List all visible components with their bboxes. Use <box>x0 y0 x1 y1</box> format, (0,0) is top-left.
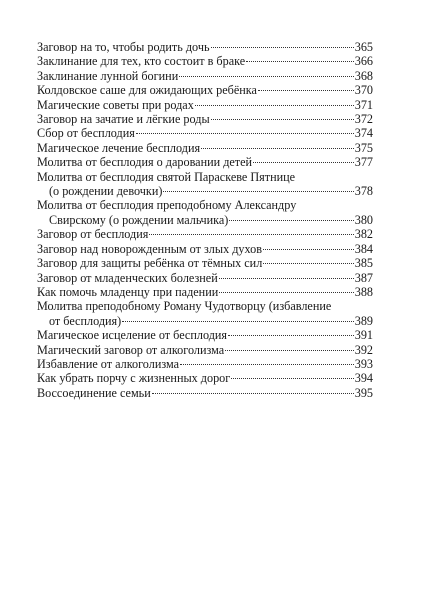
toc-entry-row <box>37 242 373 256</box>
toc-entry-row <box>37 227 373 241</box>
toc-entry <box>37 285 373 299</box>
toc-entry <box>37 83 373 97</box>
dot-leader <box>263 263 353 264</box>
toc-entry-title-line: Молитва от бесплодия преподобному Александру <box>37 198 297 213</box>
toc-page-number: 372 <box>354 112 373 127</box>
toc-entry-row <box>37 357 373 371</box>
dot-leader <box>149 234 353 235</box>
toc-entry-title: от бесплодия) <box>49 313 122 328</box>
toc-page-number: 370 <box>354 83 373 98</box>
toc-entry-row <box>37 213 373 227</box>
toc-entry <box>37 343 373 357</box>
toc-entry <box>37 155 373 169</box>
toc-entry <box>37 170 373 199</box>
dot-leader <box>152 393 354 394</box>
toc-entry <box>37 227 373 241</box>
toc-page-number: 377 <box>354 155 373 170</box>
dot-leader <box>163 191 353 192</box>
toc-entry-title-line: Молитва от бесплодия святой Параскеве Пятнице <box>37 169 296 184</box>
toc-entry-title: Заговор от бесплодия <box>37 227 149 242</box>
toc-entry <box>37 69 373 83</box>
toc-entry-title: Магическое лечение бесплодия <box>37 140 201 155</box>
toc-entry-row <box>37 54 373 68</box>
toc-entry-title: Избавление от алкоголизма <box>37 356 180 371</box>
table-of-contents <box>37 40 373 400</box>
dot-leader <box>225 350 354 351</box>
toc-entry <box>37 271 373 285</box>
toc-entry-title: Заговор над новорожденным от злых духов <box>37 241 262 256</box>
toc-entry <box>37 371 373 385</box>
toc-page-number: 385 <box>354 256 373 271</box>
toc-entry-row <box>37 285 373 299</box>
toc-entry-row <box>37 386 373 400</box>
toc-page-number: 378 <box>354 184 373 199</box>
toc-page-number: 384 <box>354 241 373 256</box>
toc-entry-row <box>37 256 373 270</box>
toc-entry-row <box>37 40 373 54</box>
toc-entry <box>37 98 373 112</box>
toc-entry-row <box>37 371 373 385</box>
toc-entry-title: Колдовское саше для ожидающих ребёнка <box>37 83 257 98</box>
dot-leader <box>211 119 354 120</box>
toc-entry-row <box>37 98 373 112</box>
toc-entry <box>37 126 373 140</box>
toc-entry-row <box>37 314 373 328</box>
toc-entry <box>37 299 373 328</box>
dot-leader <box>229 220 353 221</box>
toc-entry-row <box>37 112 373 126</box>
toc-page-number: 375 <box>354 140 373 155</box>
toc-entry <box>37 242 373 256</box>
dot-leader <box>122 321 354 322</box>
toc-entry-title: Магический заговор от алкоголизма <box>37 342 225 357</box>
toc-entry <box>37 256 373 270</box>
dot-leader <box>179 76 354 77</box>
toc-page-number: 380 <box>354 212 373 227</box>
toc-entry-title: Заклинание лунной богини <box>37 68 179 83</box>
toc-page-number: 368 <box>354 68 373 83</box>
toc-entry <box>37 54 373 68</box>
toc-entry-title: (о рождении девочки) <box>49 184 163 199</box>
toc-page-number: 392 <box>354 342 373 357</box>
toc-entry-title: Магическое исцеление от бесплодия <box>37 328 228 343</box>
toc-entry-title: Воссоединение семьи <box>37 385 151 400</box>
toc-page-number: 389 <box>354 313 373 328</box>
toc-entry-title: Свирскому (о рождении мальчика) <box>49 212 229 227</box>
dot-leader <box>246 61 354 62</box>
toc-entry-row <box>37 155 373 169</box>
dot-leader <box>263 249 354 250</box>
toc-entry-row <box>37 83 373 97</box>
toc-entry-title: Заклинание для тех, кто состоит в браке <box>37 54 246 69</box>
toc-page-number: 382 <box>354 227 373 242</box>
toc-entry <box>37 198 373 227</box>
toc-entry-title: Сбор от бесплодия <box>37 126 135 141</box>
toc-page-number: 371 <box>354 97 373 112</box>
dot-leader <box>231 378 353 379</box>
toc-entry <box>37 328 373 342</box>
dot-leader <box>258 90 354 91</box>
toc-entry <box>37 40 373 54</box>
toc-entry <box>37 141 373 155</box>
dot-leader <box>219 278 354 279</box>
toc-page-number: 387 <box>354 270 373 285</box>
toc-entry <box>37 386 373 400</box>
dot-leader <box>228 335 354 336</box>
toc-entry-row <box>37 141 373 155</box>
dot-leader <box>219 292 353 293</box>
toc-entry-title: Заговор для защиты ребёнка от тёмных сил <box>37 256 263 271</box>
toc-entry-row <box>37 343 373 357</box>
toc-entry-title: Как убрать порчу с жизненных дорог <box>37 371 231 386</box>
dot-leader <box>253 162 354 163</box>
toc-entry-title: Заговор от младенческих болезней <box>37 270 218 285</box>
toc-entry-title: Заговор на зачатие и лёгкие роды <box>37 112 210 127</box>
toc-page-number: 365 <box>354 40 373 54</box>
toc-page-number: 393 <box>354 356 373 371</box>
dot-leader <box>180 364 354 365</box>
toc-entry <box>37 112 373 126</box>
toc-page-number: 395 <box>354 385 373 400</box>
toc-page-number: 388 <box>354 284 373 299</box>
toc-page-number: 366 <box>354 54 373 69</box>
toc-entry-row <box>37 271 373 285</box>
dot-leader <box>201 148 354 149</box>
dot-leader <box>136 133 354 134</box>
toc-page-number: 394 <box>354 371 373 386</box>
toc-entry-title: Как помочь младенцу при падении <box>37 284 219 299</box>
toc-entry-row <box>37 126 373 140</box>
toc-entry-title: Заговор на то, чтобы родить дочь <box>37 40 210 54</box>
toc-entry <box>37 357 373 371</box>
toc-entry-title-line: Молитва преподобному Роману Чудотворцу (избавление <box>37 299 332 314</box>
dot-leader <box>211 47 354 48</box>
toc-entry-row <box>37 184 373 198</box>
toc-page-number: 374 <box>354 126 373 141</box>
toc-entry-row <box>37 69 373 83</box>
toc-entry-title: Магические советы при родах <box>37 97 194 112</box>
toc-page-number: 391 <box>354 328 373 343</box>
dot-leader <box>195 105 354 106</box>
toc-entry-row <box>37 328 373 342</box>
toc-entry-title: Молитва от бесплодия о даровании детей <box>37 155 253 170</box>
